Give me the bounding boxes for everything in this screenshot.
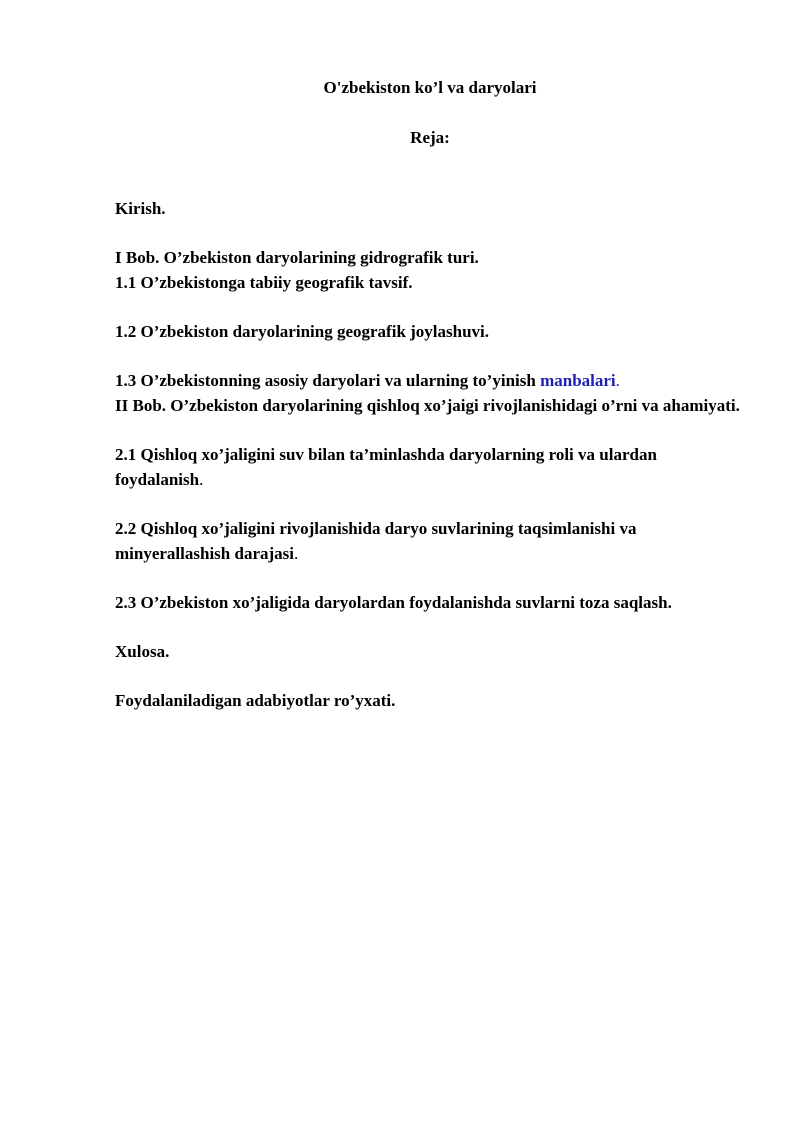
toc-item-1-1: 1.1 O’zbekistonga tabiiy geografik tavsif. bbox=[115, 273, 413, 292]
toc-item-1-2: 1.2 O’zbekiston daryolarining geografik joylashuvi. bbox=[115, 322, 490, 341]
toc-item-2-2-period: . bbox=[294, 544, 299, 563]
toc-item-2-1-text: 2.1 Qishloq xo’jaligini suv bilan ta’minlashda daryolarning roli va ulardan foydalanish bbox=[115, 445, 657, 489]
toc-item-1-3-text: 1.3 O’zbekistonning asosiy daryolari va ularning to’yinish bbox=[115, 371, 541, 390]
toc-item-2-3: 2.3 O’zbekiston xo’jaligida daryolardan foydalanishda suvlarni toza saqlash. bbox=[115, 593, 672, 612]
toc-item-1-3-period: . bbox=[615, 371, 620, 390]
toc-item-intro: Kirish. bbox=[115, 199, 166, 218]
toc-item-2-2-text: 2.2 Qishloq xo’jaligini rivojlanishida daryo suvlarining taqsimlanishi va minyerallashish darajasi bbox=[115, 519, 637, 563]
toc-item-conclusion: Xulosa. bbox=[115, 642, 170, 661]
manbalari-link[interactable]: manbalari bbox=[540, 371, 616, 390]
plan-heading: Reja: bbox=[410, 128, 450, 147]
document-title: O'zbekiston ko’l va daryolari bbox=[323, 78, 537, 97]
toc-item-references: Foydalaniladigan adabiyotlar ro’yxati. bbox=[115, 691, 396, 710]
toc-item-2-1 bbox=[115, 442, 745, 492]
toc-item-chapter-1: I Bob. O’zbekiston daryolarining gidrografik turi. bbox=[115, 248, 479, 267]
toc-item-2-1-period: . bbox=[199, 470, 204, 489]
toc-item-2-2 bbox=[115, 516, 745, 566]
table-of-contents bbox=[115, 196, 745, 713]
toc-item-1-3 bbox=[115, 368, 745, 393]
toc-item-chapter-2: II Bob. O’zbekiston daryolarining qishloq xo’jaigi rivojlanishidagi o’rni va ahamiyati. bbox=[115, 396, 740, 415]
